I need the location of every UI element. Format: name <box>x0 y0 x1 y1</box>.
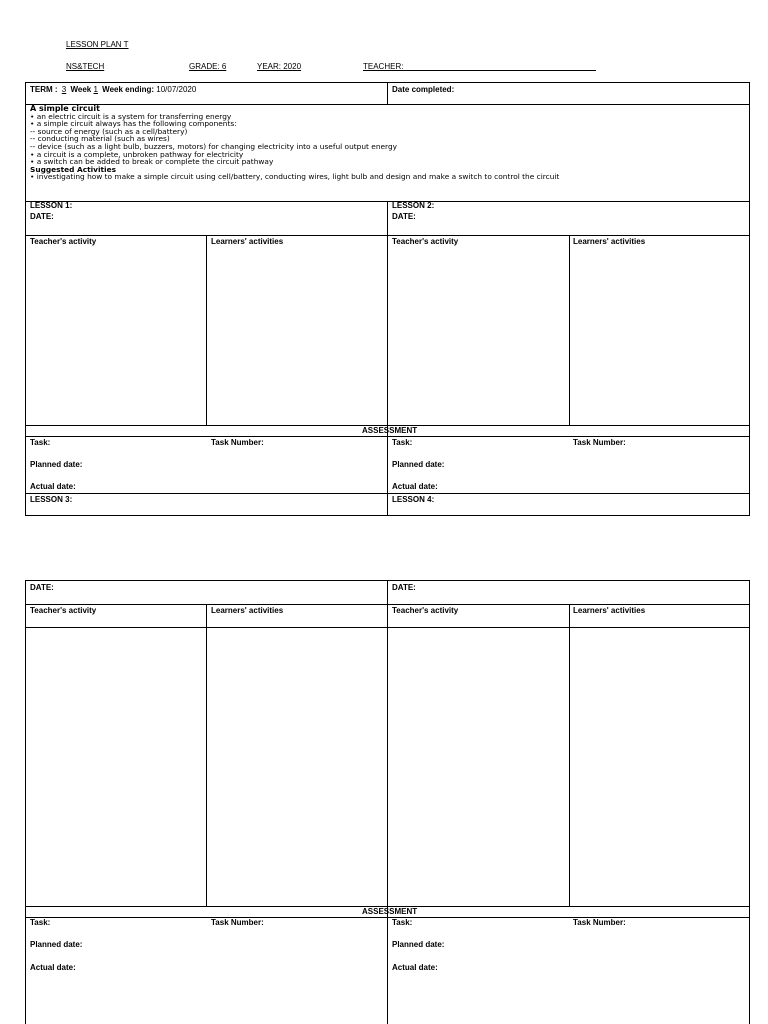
task-number-label: Task Number: <box>573 918 626 927</box>
column-divider <box>206 604 207 907</box>
center-divider <box>387 580 388 1024</box>
week-ending-label: Week ending: <box>102 85 155 94</box>
column-divider <box>569 235 570 425</box>
topic-line: • a simple circuit always has the following components: <box>30 119 237 129</box>
suggested-activity-line: • investigating how to make a simple circuit using cell/battery, conducting wires, light bulb and design and make a switch to control the circuit <box>30 172 560 182</box>
center-divider <box>387 201 388 516</box>
lesson-plan-title: LESSON PLAN T <box>66 40 129 49</box>
assessment-header: ASSESSMENT <box>362 907 418 916</box>
lesson-4-date: DATE: <box>392 583 416 592</box>
lesson-1-date: DATE: <box>30 212 54 221</box>
task-number-label: Task Number: <box>211 438 264 447</box>
task-label: Task: <box>392 438 413 447</box>
planned-date-label: Planned date: <box>30 460 83 469</box>
planned-date-label: Planned date: <box>30 940 83 949</box>
year-label: YEAR: 2020 <box>257 62 302 71</box>
lesson-2-label: LESSON 2: <box>392 201 435 210</box>
topic-title: A simple circuit <box>30 104 100 113</box>
column-divider <box>206 235 207 425</box>
topic-line: -- conducting material (such as wires) <box>30 134 170 144</box>
task-number-label: Task Number: <box>573 438 626 447</box>
week-label: Week <box>70 85 92 94</box>
teachers-activity-header: Teacher's activity <box>30 237 97 246</box>
lesson-4-label: LESSON 4: <box>392 495 435 504</box>
actual-date-label: Actual date: <box>30 482 76 491</box>
topic-description <box>30 105 559 181</box>
suggested-activities-title: Suggested Activities <box>30 164 116 174</box>
topic-line: -- source of energy (such as a cell/battery) <box>30 126 188 136</box>
planned-date-label: Planned date: <box>392 940 445 949</box>
learners-activities-header: Learners' activities <box>573 237 646 246</box>
topic-line: • a circuit is a complete, unbroken pathway for electricity <box>30 149 244 159</box>
week-ending-value: 10/07/2020 <box>156 85 197 94</box>
teacher-underline <box>398 70 596 71</box>
lesson-3-date: DATE: <box>30 583 54 592</box>
topic-line: • a switch can be added to break or complete the circuit pathway <box>30 157 274 167</box>
learners-activities-header: Learners' activities <box>211 606 284 615</box>
lesson-3-label: LESSON 3: <box>30 495 73 504</box>
topic-line: • an electric circuit is a system for transferring energy <box>30 111 232 121</box>
task-number-label: Task Number: <box>211 918 264 927</box>
teachers-activity-header: Teacher's activity <box>392 237 459 246</box>
term-row <box>30 85 196 94</box>
assessment-header-bottom <box>25 917 750 918</box>
term-label: TERM : <box>30 85 58 94</box>
lesson-2-date: DATE: <box>392 212 416 221</box>
planned-date-label: Planned date: <box>392 460 445 469</box>
assessment-header: ASSESSMENT <box>362 426 418 435</box>
lesson-1-label: LESSON 1: <box>30 201 73 210</box>
column-header-bottom <box>25 627 750 628</box>
subject-label: NS&TECH <box>66 62 105 71</box>
date-row-bottom <box>25 604 750 605</box>
grade-label: GRADE: 6 <box>189 62 227 71</box>
actual-date-label: Actual date: <box>30 963 76 972</box>
learners-activities-header: Learners' activities <box>211 237 284 246</box>
term-value: 3 <box>61 85 67 94</box>
learners-activities-header: Learners' activities <box>573 606 646 615</box>
teachers-activity-header: Teacher's activity <box>392 606 459 615</box>
task-label: Task: <box>30 918 51 927</box>
teacher-label: TEACHER: <box>363 62 404 71</box>
term-divider <box>387 82 388 104</box>
actual-date-label: Actual date: <box>392 963 438 972</box>
date-completed-label: Date completed: <box>392 85 455 94</box>
assessment-bottom <box>25 493 750 494</box>
assessment-header-bottom <box>25 436 750 437</box>
teachers-activity-header: Teacher's activity <box>30 606 97 615</box>
actual-date-label: Actual date: <box>392 482 438 491</box>
task-label: Task: <box>392 918 413 927</box>
column-divider <box>569 604 570 907</box>
lesson-header-bottom <box>25 235 750 236</box>
week-value: 1 <box>93 85 98 94</box>
task-label: Task: <box>30 438 51 447</box>
topic-line: -- device (such as a light bulb, buzzers, motors) for changing electricity into a useful output energy <box>30 141 398 151</box>
